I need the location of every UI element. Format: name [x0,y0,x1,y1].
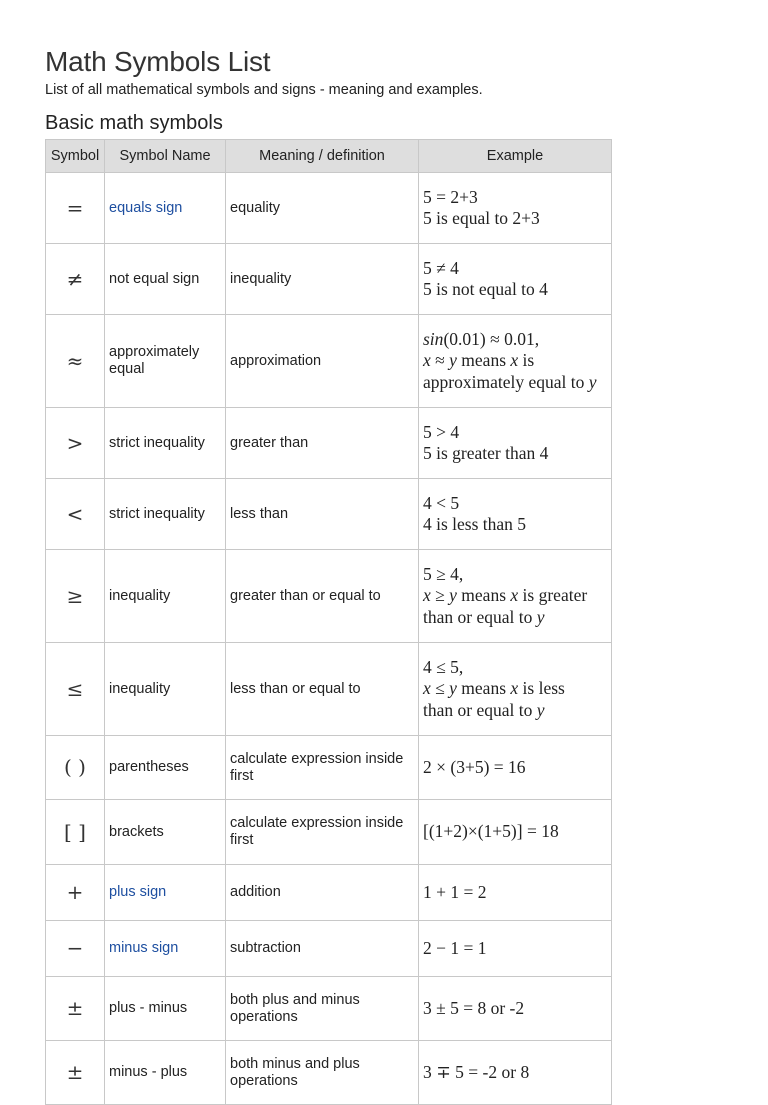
page-content [45,44,645,1105]
example-line: 2 − 1 = 1 [423,937,487,958]
table-row [46,736,612,800]
meaning-cell: less than [226,479,419,550]
section-title: Basic math symbols [45,112,223,134]
symbol-name-cell: parentheses [105,736,226,800]
example-text: means [456,350,511,371]
page-title: Math Symbols List [45,46,271,77]
symbol-cell: ± [46,977,105,1041]
example-var: y [536,699,545,720]
example-line: 5 > 4 [423,421,460,442]
example-text: ≈ [430,350,450,371]
example-line: [(1+2)×(1+5)] = 18 [423,821,559,842]
table-row [46,173,612,244]
example-line [423,372,607,394]
minus-sign-link[interactable]: minus sign [109,940,179,956]
meaning-cell: equality [226,173,419,244]
symbol-cell: ≈ [46,315,105,408]
example-line: 5 ≥ 4, [423,563,464,584]
table-row [46,315,612,408]
header-meaning: Meaning / definition [226,140,419,173]
symbol-cell: > [46,408,105,479]
example-cell [419,643,612,736]
example-line [423,607,607,629]
symbol-name-cell: inequality [105,550,226,643]
example-var: y [449,585,457,606]
symbol-cell: ≠ [46,244,105,315]
example-line: 5 is greater than 4 [423,443,549,463]
symbol-name-cell [105,921,226,977]
table-row [46,977,612,1041]
symbol-name-cell [105,865,226,921]
example-line: 3 ± 5 = 8 or -2 [423,997,525,1018]
table-row [46,550,612,643]
table-row [46,479,612,550]
example-text: means [456,678,511,699]
symbols-table [45,139,612,1105]
example-line: 4 < 5 [423,492,460,513]
example-line: 1 + 1 = 2 [423,881,487,902]
example-cell [419,1041,612,1105]
header-symbol-name: Symbol Name [105,140,226,173]
example-cell [419,921,612,977]
table-row [46,1041,612,1105]
symbol-name-cell: minus - plus [105,1041,226,1105]
symbol-name-cell: not equal sign [105,244,226,315]
example-func: sin [423,328,444,349]
example-cell [419,408,612,479]
meaning-cell: both plus and minus operations [226,977,419,1041]
symbol-cell: ± [46,1041,105,1105]
example-line: 4 ≤ 5, [423,656,464,677]
example-text: is [518,350,535,371]
example-line: 5 ≠ 4 [423,257,459,278]
symbol-cell: [ ] [46,800,105,865]
example-line: 5 is not equal to 4 [423,279,548,299]
table-row [46,408,612,479]
example-var: x [423,350,431,371]
example-var: x [510,678,519,699]
example-line: 5 is equal to 2+3 [423,208,540,228]
example-var: y [588,371,597,392]
table-header-row [46,140,612,173]
symbol-cell: ≤ [46,643,105,736]
symbol-name-cell: plus - minus [105,977,226,1041]
symbol-name-cell: strict inequality [105,408,226,479]
example-cell [419,800,612,865]
symbol-name-cell [105,173,226,244]
header-example: Example [419,140,612,173]
symbol-cell: ≥ [46,550,105,643]
meaning-cell: approximation [226,315,419,408]
meaning-cell: addition [226,865,419,921]
symbol-name-cell: brackets [105,800,226,865]
example-text: ≤ [430,678,450,699]
example-var: y [449,350,457,371]
example-line: 2 × (3+5) = 16 [423,756,526,777]
example-cell [419,479,612,550]
symbol-cell: ( ) [46,736,105,800]
example-line: 5 = 2+3 [423,186,478,207]
meaning-cell: both minus and plus operations [226,1041,419,1105]
example-line [423,700,607,722]
example-text: (0.01) ≈ 0.01, [443,328,540,349]
example-line [423,585,607,607]
example-text: than or equal to [423,606,537,627]
meaning-cell: calculate expression inside first [226,736,419,800]
example-var: x [510,585,519,606]
example-text: ≥ [430,585,450,606]
example-line [423,678,607,700]
table-row [46,643,612,736]
symbol-cell: < [46,479,105,550]
example-text: is greater [518,585,588,606]
example-text: approximately equal to [423,371,589,392]
example-cell [419,977,612,1041]
example-line: 4 is less than 5 [423,514,527,534]
example-line [423,329,607,351]
symbol-cell: − [46,921,105,977]
table-row [46,865,612,921]
example-var: y [536,606,545,627]
meaning-cell: subtraction [226,921,419,977]
example-text: means [456,585,511,606]
meaning-cell: inequality [226,244,419,315]
meaning-cell: greater than [226,408,419,479]
meaning-cell: calculate expression inside first [226,800,419,865]
equals-sign-link[interactable]: equals sign [109,199,183,216]
example-cell [419,550,612,643]
symbol-name-cell: approximately equal [105,315,226,408]
example-text: is less [518,678,565,699]
example-text: than or equal to [423,699,537,720]
example-var: x [510,350,519,371]
meaning-cell: less than or equal to [226,643,419,736]
table-row [46,800,612,865]
symbol-name-cell: inequality [105,643,226,736]
table-row [46,244,612,315]
table-row [46,921,612,977]
example-cell [419,244,612,315]
example-cell [419,736,612,800]
example-var: x [423,678,431,699]
symbol-cell: = [46,173,105,244]
example-cell [419,315,612,408]
symbol-name-cell: strict inequality [105,479,226,550]
example-var: x [423,585,431,606]
plus-sign-link[interactable]: plus sign [109,884,167,900]
example-var: y [449,678,457,699]
page-subtitle: List of all mathematical symbols and signs - meaning and examples. [45,82,483,98]
example-line: 3 ∓ 5 = -2 or 8 [423,1061,530,1082]
header-symbol: Symbol [46,140,105,173]
example-line [423,350,607,372]
meaning-cell: greater than or equal to [226,550,419,643]
example-cell [419,865,612,921]
symbol-cell: + [46,865,105,921]
example-cell [419,173,612,244]
